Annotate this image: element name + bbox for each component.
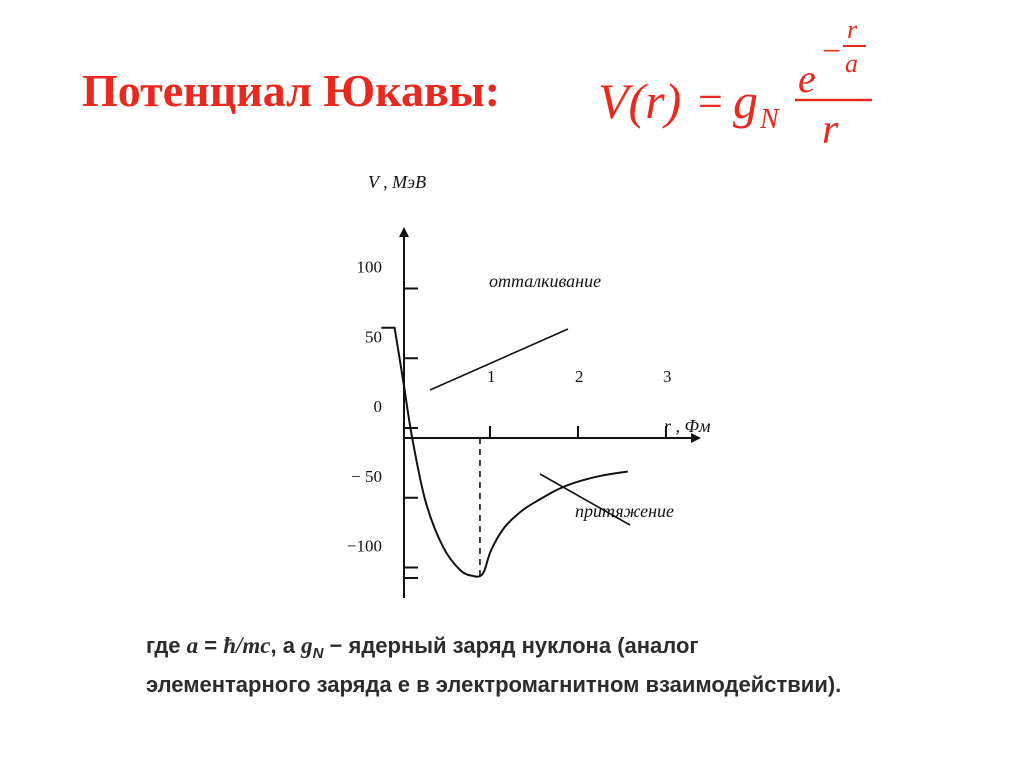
footnote-g-sub: N	[312, 645, 324, 662]
footnote-text-2: =	[198, 633, 224, 658]
annotation-repulsion: отталкивание	[489, 271, 602, 291]
x-tick-label: 3	[663, 367, 672, 386]
y-tick-label: − 50	[351, 466, 382, 486]
footnote-text-4: − ядерный заряд нуклона (аналог элементарного заряда е в электромагнитном взаимодействии).	[146, 633, 842, 697]
annotation-repulsion-pointer	[430, 329, 568, 390]
potential-curve	[381, 328, 627, 577]
footnote-a: a	[186, 633, 199, 658]
footnote-g: g	[301, 633, 313, 658]
y-tick-label: −100	[346, 536, 382, 556]
x-axis-label: r , Фм	[664, 416, 711, 436]
y-tick-label: 100	[356, 257, 382, 277]
formula-num-base: e	[798, 56, 816, 101]
formula-coef: g	[733, 73, 758, 129]
y-ticks	[347, 258, 418, 579]
formula-exp-num: r	[847, 15, 858, 44]
page-title: Потенциал Юкавы:	[82, 65, 501, 116]
formula-exp-den: a	[845, 49, 858, 78]
formula-den: r	[822, 107, 839, 153]
formula-coef-sub: N	[760, 104, 779, 135]
x-tick-label: 1	[487, 367, 496, 386]
footnote-text-1: где	[146, 633, 187, 658]
x-tick-label: 2	[575, 367, 584, 386]
footnote	[146, 630, 866, 700]
footnote-hbar: ħ/mc	[223, 633, 271, 658]
formula-lhs: V(r)	[598, 73, 682, 129]
formula-exp-sign: −	[822, 33, 842, 70]
footnote-text-3: , а	[270, 633, 302, 658]
annotation-attraction: притяжение	[575, 501, 674, 521]
y-tick-label: 50	[365, 327, 382, 347]
y-tick-label: 0	[373, 397, 382, 416]
formula-equals: =	[698, 77, 723, 126]
x-ticks	[487, 367, 672, 438]
y-axis-label: V , МэВ	[368, 172, 427, 192]
